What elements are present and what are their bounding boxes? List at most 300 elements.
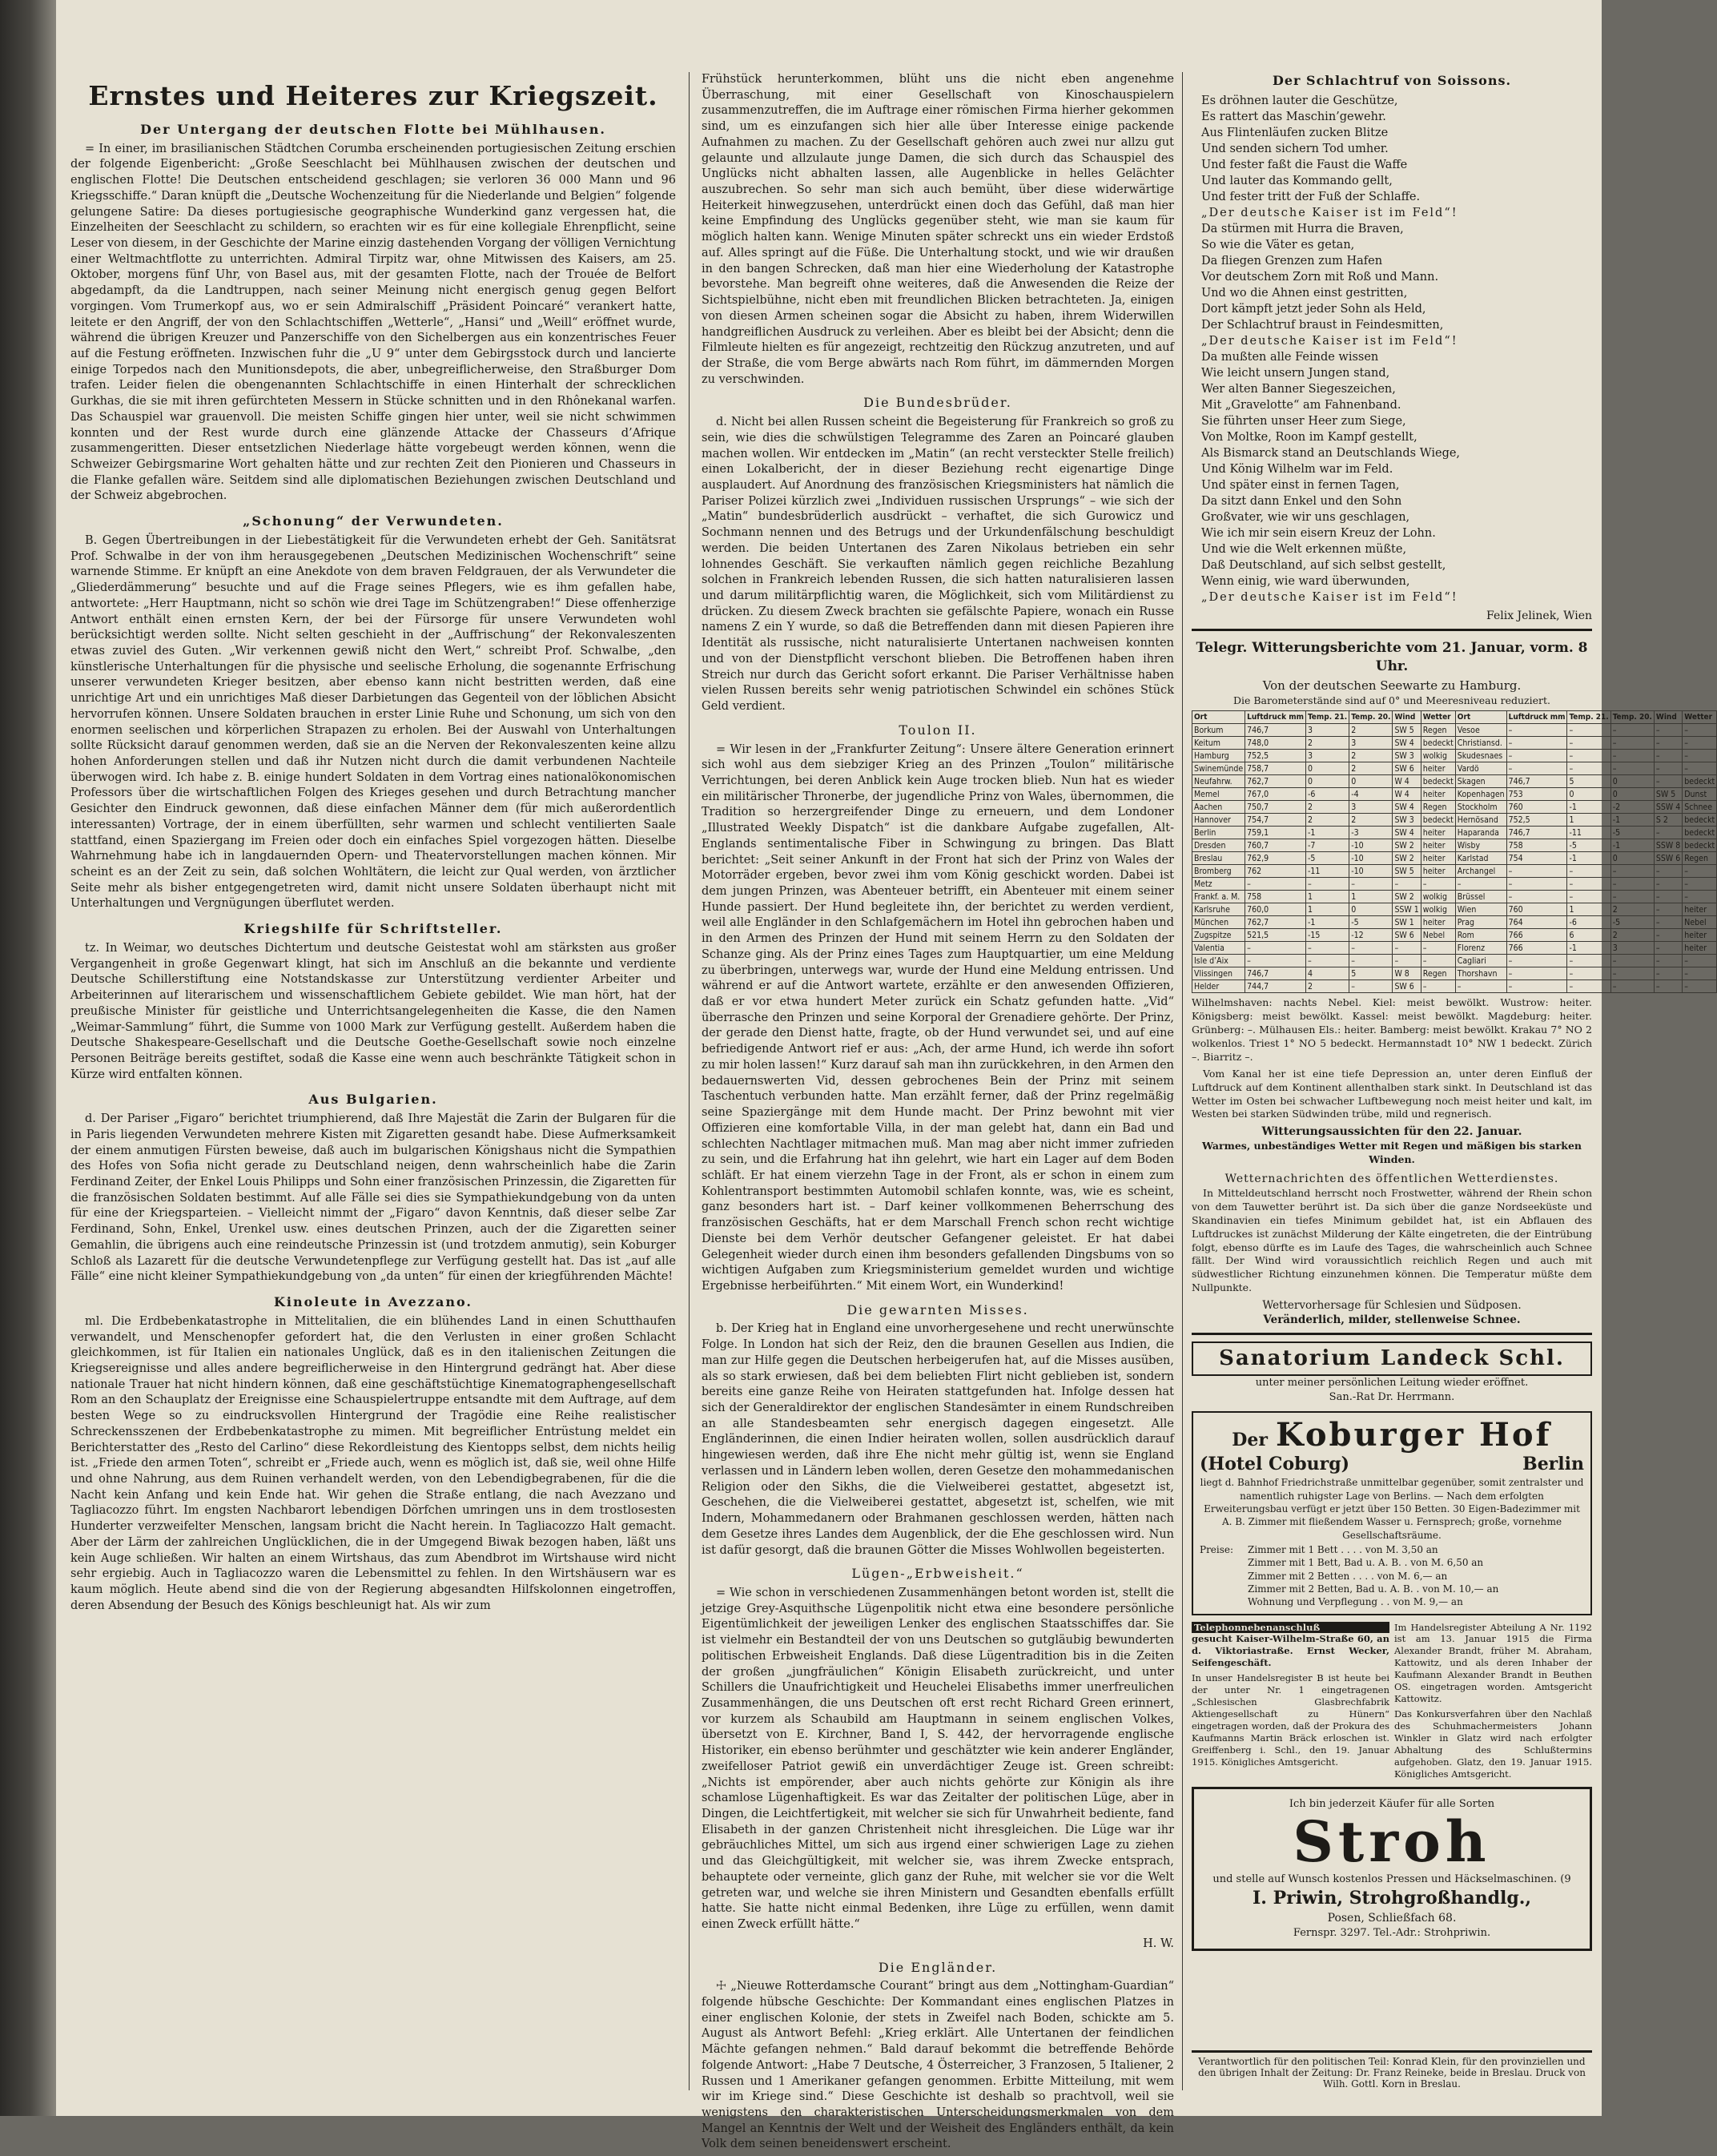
weather-table-cell: Borkum bbox=[1192, 724, 1245, 737]
weather-table-cell: 1 bbox=[1567, 903, 1610, 916]
weather-table-cell: – bbox=[1506, 762, 1567, 775]
article-heading: Der Untergang der deutschen Flotte bei Mühlhausen. bbox=[140, 121, 606, 137]
weather-table-cell: – bbox=[1654, 891, 1682, 903]
weather-table-cell: Karlsruhe bbox=[1192, 903, 1245, 916]
weather-table-cell: – bbox=[1610, 878, 1654, 891]
weather-table-cell: -1 bbox=[1610, 839, 1654, 852]
ad-koburger-text: liegt d. Bahnhof Friedrichstraße unmittelbar gegenüber, somit zentralster und namentlich ruhigster Lage von Berlins. — Nach dem erfolgten Erweiterungsbau verfügt er jetzt über 150 Betten. 30 Eigen-Badezimmer mit A. B. Zimmer mit fließendem Wasser u. Fernsprech; große, vornehme Gesellschaftsräume. bbox=[1200, 1477, 1584, 1541]
weather-table-cell: – bbox=[1654, 955, 1682, 967]
weather-table-cell: 754,7 bbox=[1245, 814, 1306, 827]
weather-table-cell: – bbox=[1506, 878, 1567, 891]
weather-table-cell: 759,1 bbox=[1245, 827, 1306, 839]
weather-table-cell: – bbox=[1567, 750, 1610, 762]
weather-table-cell: 754 bbox=[1506, 852, 1567, 865]
weather-table-cell: Vardö bbox=[1455, 762, 1506, 775]
weather-table-cell: 1 bbox=[1306, 891, 1349, 903]
column-2 bbox=[702, 72, 1174, 2156]
ad-stroh-name: I. Priwin, Strohgroßhandlg., bbox=[1252, 1888, 1532, 1909]
weather-table-cell: Metz bbox=[1192, 878, 1245, 891]
weather-table-cell: -10 bbox=[1349, 865, 1393, 878]
weather-table-cell: – bbox=[1610, 762, 1654, 775]
weather-table-cell: 748,0 bbox=[1245, 737, 1306, 750]
poem-author: Felix Jelinek, Wien bbox=[1192, 609, 1592, 631]
weather-table-cell: Florenz bbox=[1455, 942, 1506, 955]
weather-table-cell: Regen bbox=[1683, 852, 1717, 865]
weather-table-cell: 3 bbox=[1306, 750, 1349, 762]
weather-table-cell: – bbox=[1654, 827, 1682, 839]
weather-table-cell: – bbox=[1567, 724, 1610, 737]
weather-table-cell: – bbox=[1567, 955, 1610, 967]
weather-table-row bbox=[1192, 750, 1717, 762]
article-heading: Aus Bulgarien. bbox=[308, 1092, 438, 1108]
weather-table-cell: SW 2 bbox=[1393, 891, 1421, 903]
weather-table-cell: – bbox=[1245, 955, 1306, 967]
weather-table-header bbox=[1192, 711, 1717, 724]
weather-table-cell: SW 4 bbox=[1393, 737, 1421, 750]
ad-stroh bbox=[1192, 1787, 1592, 1951]
weather-table-cell: heiter bbox=[1421, 788, 1455, 801]
column-3 bbox=[1192, 72, 1715, 1951]
weather-table-cell: – bbox=[1610, 865, 1654, 878]
weather-table-cell: Vlissingen bbox=[1192, 967, 1245, 980]
weather-table-cell: Kopenhagen bbox=[1455, 788, 1506, 801]
article-text: d. Der Pariser „Figaro“ berichtet triumphierend, daß Ihre Majestät die Zarin der Bulgaren für die in Paris liegenden Verwundeten mehrere Kisten mit Zigaretten gesandt habe. Diese Aufmerksamkeit der einem anmutigen Fürsten beweise, daß auch im bulgarischen Königshaus nicht die Sympathien des Hofes von Sofia nicht gerade zu Deutschland neigen, denn wahrscheinlich habe die Zarin Ferdinand Zeiter, der Enkel Louis Philipps und Sohn einer französischen Prinzessin, die Zigaretten für die französischen Soldaten bestimmt. Auf alle Fälle sei dies sie Sympathiekundgebung von da unten für eine der Kriegsparteien. – Vielleicht nimmt der „Figaro“ davon Kenntnis, daß dieser selbe Zar Ferdinand, Sohn, Enkel, Urenkel usw. eines deutschen Prinzen, auch der die Zigaretten seiner Gemahlin, die übrigens auch eine reindeutsche Prinzessin ist (und trotzdem anmutig), sein Koburger Schloß als Lazarett für die deutsche Verwundetenpflege zur Verfügung gestellt hat. Das ist „auf alle Fälle“ eine nicht kleiner Sympathiekundgebung von „da unten“ für einen der kriegführenden Mächte! bbox=[70, 1112, 676, 1284]
poem-line: Großvater, wie wir uns geschlagen, bbox=[1201, 510, 1410, 524]
weather-table-cell: 2 bbox=[1610, 903, 1654, 916]
weather-table-cell: SW 4 bbox=[1393, 801, 1421, 814]
weather-table-cell: 766 bbox=[1506, 929, 1567, 942]
weather-table-cell: W 8 bbox=[1393, 967, 1421, 980]
article-text: b. Der Krieg hat in England eine unvorhergesehene und recht unerwünschte Folge. In London hat sich der Reiz, den die braunen Gesellen aus Indien, die man zur Hilfe gegen die Deutschen herbeigerufen hat, auf die Misses ausüben, als so stark erwiesen, daß bei dem beliebten Flirt nicht geblieben ist, sondern bereits eine ganze Reihe von Heiraten stattgefunden hat. Infolge dessen hat sich der Generaldirektor der englischen Standesämter in einem Rundschreiben an alle Standesbeamten sehr energisch dagegen eingesetzt. Alle Engländerinnen, die einen Indier heiraten wollen, sollen ausdrücklich darauf hingewiesen werden, daß ihre Ehe nicht mehr gültig ist, wenn sie England verlassen und in Ländern leben wollen, deren Gesetze den mohammedanischen Religion oder den Sikhs, die die Vielweiberei gestattet, abgesetzt ist, Geschehen, die die Vielweiberei gestattet, abgesetzt ist, schelfen, wie mit Indern, Mohammedanern oder Brahmanen geschlossen werden, hätten nach dem Gesetze ihres Landes dem Augenblick, der die Ehe geschlossen wird. Nun ist dafür gesorgt, daß die braunen Götter die Misses Wohlwollen begeisterten. bbox=[702, 1322, 1174, 1557]
book-binding bbox=[0, 0, 56, 2116]
weather-table-cell: -5 bbox=[1610, 827, 1654, 839]
weather-table-cell: – bbox=[1683, 762, 1717, 775]
weather-table-header-cell: Wind bbox=[1654, 711, 1682, 724]
ad-koburger-price-line: Zimmer mit 1 Bett, Bad u. A. B. . von M. 6,50 an bbox=[1248, 1557, 1484, 1569]
weather-table-cell: wolkig bbox=[1421, 750, 1455, 762]
weather-table-cell: 3 bbox=[1306, 724, 1349, 737]
poem-line: Aus Flintenläufen zucken Blitze bbox=[1201, 126, 1389, 139]
weather-table-cell: Hamburg bbox=[1192, 750, 1245, 762]
article-heading: „Schonung“ der Verwundeten. bbox=[243, 513, 504, 529]
weather-table-cell: 3 bbox=[1610, 942, 1654, 955]
weather-table-cell: Regen bbox=[1421, 967, 1455, 980]
weather-table-cell: heiter bbox=[1683, 903, 1717, 916]
weather-table-cell: Christiansd. bbox=[1455, 737, 1506, 750]
ad-koburger-sub: (Hotel Coburg) bbox=[1200, 1453, 1349, 1474]
weather-table-cell: W 4 bbox=[1393, 775, 1421, 788]
weather-table-cell: – bbox=[1610, 891, 1654, 903]
article-heading: Lügen-„Erbweisheit.“ bbox=[851, 1566, 1024, 1582]
forecast-text: Warmes, unbeständiges Wetter mit Regen und mäßigen bis starken Winden. bbox=[1201, 1140, 1582, 1166]
weather-table-cell: SW 5 bbox=[1393, 865, 1421, 878]
poem-line: Und lauter das Kommando gellt, bbox=[1201, 174, 1393, 187]
poem-line: Mit „Gravelotte“ am Fahnenband. bbox=[1201, 398, 1401, 412]
weather-table-cell: 746,7 bbox=[1506, 775, 1567, 788]
weather-table-cell: 0 bbox=[1610, 788, 1654, 801]
weather-table-cell: SW 5 bbox=[1393, 724, 1421, 737]
weather-table-cell: – bbox=[1245, 878, 1306, 891]
weather-table-cell: heiter bbox=[1421, 852, 1455, 865]
weather-table-row bbox=[1192, 724, 1717, 737]
poem-line: Und fester tritt der Fuß der Schlaffe. bbox=[1201, 190, 1421, 203]
poem-line: Da stürmen mit Hurra die Braven, bbox=[1201, 222, 1404, 235]
ad-sanatorium-sign: San.-Rat Dr. Herrmann. bbox=[1329, 1390, 1455, 1403]
weather-table-row bbox=[1192, 762, 1717, 775]
weather-table-row bbox=[1192, 903, 1717, 916]
poem-line: Wie leicht unsern Jungen stand, bbox=[1201, 366, 1390, 380]
weather-table-cell: Karlstad bbox=[1455, 852, 1506, 865]
weather-table-cell: 1 bbox=[1306, 903, 1349, 916]
weather-table-cell: -5 bbox=[1306, 852, 1349, 865]
weather-table-cell: – bbox=[1567, 878, 1610, 891]
weather-table-cell: SW 5 bbox=[1654, 788, 1682, 801]
vorhersage-title: Wettervorhersage für Schlesien und Südposen. bbox=[1262, 1299, 1522, 1313]
weather-table-cell: Swinemünde bbox=[1192, 762, 1245, 775]
article-text: ☩ „Nieuwe Rotterdamsche Courant“ bringt aus dem „Nottingham-Guardian“ folgende hübsche Geschichte: Der Kommandant eines englischen Platzes in einer englischen Kolonie, der stets in Zweifel nach Boden, schickte am 5. August als Antwort Befehl: „Krieg erklärt. Alle Untertanen der feindlichen Mächte gefangen nehmen.“ Bald darauf bekommt die betreffende Behörde folgende Antwort: „Habe 7 Deutsche, 4 Österreicher, 3 Franzosen, 5 Italiener, 2 Russen und 1 Amerikaner gefangen genommen. Erbitte Mitteilung, mit wem wir im Kriege sind.“ Diese Geschichte ist deshalb so prachtvoll, weil sie wenigstens den charakteristischen Unterscheidungsmerkmalen von dem Mangel an Kenntnis der Welt und der Weisheit des Engländers enthält, da kein Volk dem seinen beneidenswert erscheint. bbox=[702, 1980, 1174, 2151]
weather-table-cell: bedeckt bbox=[1421, 814, 1455, 827]
column-rule bbox=[1182, 72, 1183, 2090]
weather-table-cell: 767,0 bbox=[1245, 788, 1306, 801]
weather-table-row bbox=[1192, 891, 1717, 903]
weather-table-cell: SSW 6 bbox=[1654, 852, 1682, 865]
poem-line: Da fliegen Grenzen zum Hafen bbox=[1201, 254, 1383, 267]
weather-table-cell: – bbox=[1683, 980, 1717, 993]
weather-table-cell: Skagen bbox=[1455, 775, 1506, 788]
weather-subtitle: Von der deutschen Seewarte zu Hamburg. bbox=[1262, 678, 1522, 693]
weather-table-cell: – bbox=[1610, 955, 1654, 967]
weather-table-cell: – bbox=[1306, 955, 1349, 967]
weather-table-cell: 753 bbox=[1506, 788, 1567, 801]
weather-table-cell: Isle d’Aix bbox=[1192, 955, 1245, 967]
weather-table-cell: -10 bbox=[1349, 852, 1393, 865]
weather-table-header-cell: Ort bbox=[1192, 711, 1245, 724]
article-text: = Wie schon in verschiedenen Zusammenhängen betont worden ist, stellt die jetzige Grey-Asquithsche Lügenpolitik nicht etwa eine besondere persönliche Eigentümlichkeit der jeweiligen Lenker des englischen Staatsschiffes dar. Sie ist vielmehr ein Bestandteil der von uns Deutschen so gutgläubig bewunderten politischen Erbweisheit Englands. Daß diese Lügentradition bis in die Zeiten der großen „jungfräulichen“ Königin Elisabeth zurückreicht, und unter Schillers die Unaufrichtigkeit und Heuchelei Elisabeths immer unerfreulichen Zusammenhängen, die uns Deutschen oft erst recht Richard Green erinnert, vor kurzem als Schaubild am Hauptmann in seinem englischen Volkes, übersetzt von E. Kirchner, Band I, S. 442, der hervorragende englische Historiker, ein ebenso berühmter und geschätzter wie kein anderer Engländer, zweifelloser Patriot gewiß ein unverdächtiger Zeuge ist. Green schreibt: „Nichts ist empörender, aber auch nichts gehörte zur Königin als ihre schamlose Lügenhaftigkeit. Es war das Zeitalter der politischen Lüge, aber in Dingen, die Leichtfertigkeit, mit welcher sie sich für Unwahrheit bediente, fand Elisabeth in der ganzen Christenheit nicht ihresgleichen. Die Lüge war ihr gebräuchliches Mittel, um sich aus irgend einer schwierigen Lage zu ziehen und das Gleichgültigkeit, mit welcher sie, was ihrem Zwecke entsprach, behauptete oder verneinte, glich ganz der Ruhe, mit welcher sie vor die Welt getreten war, und welche sie ihren Ministern und Gesandten ebenfalls erfüllt hatte. Sie hatte nicht einmal Bedenken, ihre Lüge zu erfüllen, wenn damit einen Zweck erfüllt hätte.“ bbox=[702, 1586, 1174, 1932]
poem-line: Und fester faßt die Faust die Waffe bbox=[1201, 158, 1408, 171]
weather-table-cell: -1 bbox=[1306, 827, 1349, 839]
weather-table-cell: 5 bbox=[1349, 967, 1393, 980]
weather-table-header-cell: Wetter bbox=[1683, 711, 1717, 724]
weather-table-cell: 762,7 bbox=[1245, 775, 1306, 788]
weather-table-cell: -11 bbox=[1567, 827, 1610, 839]
weather-table-cell: 2 bbox=[1306, 801, 1349, 814]
poem-line: Und wo die Ahnen einst gestritten, bbox=[1201, 286, 1408, 300]
section-masthead: Ernstes und Heiteres zur Kriegszeit. bbox=[88, 80, 658, 111]
poem-line: Wie ich mir sein eisern Kreuz der Lohn. bbox=[1201, 526, 1436, 540]
weather-table-header-cell: Temp. 21. bbox=[1306, 711, 1349, 724]
weather-table-row bbox=[1192, 775, 1717, 788]
ad-telephone-text: gesucht Kaiser-Wilhelm-Straße 60, an d. Viktoriastraße. Ernst Wecker, Seifengeschäft. bbox=[1192, 1633, 1389, 1669]
weather-table-cell: 746,7 bbox=[1245, 967, 1306, 980]
weather-table-cell: – bbox=[1610, 724, 1654, 737]
poem-line: „Der deutsche Kaiser ist im Feld“! bbox=[1201, 334, 1458, 348]
weather-table-cell: – bbox=[1349, 878, 1393, 891]
poem-line: Dort kämpft jetzt jeder Sohn als Held, bbox=[1201, 302, 1426, 316]
register-notice: In unser Handelsregister B ist heute bei der unter Nr. 1 eingetragenen „Schlesischen Glasbrechfabrik Aktiengesellschaft zu Hünern“ eingetragen worden, daß der Prokura des Kaufmanns Martin Bräck erloschen ist. Greiffenberg i. Schl., den 19. Januar 1915. Königliches Amtsgericht. bbox=[1192, 1672, 1389, 1768]
weather-table-cell: 760 bbox=[1506, 903, 1567, 916]
weather-table-cell: Bromberg bbox=[1192, 865, 1245, 878]
weather-table-cell: – bbox=[1683, 865, 1717, 878]
weather-table-cell: – bbox=[1654, 929, 1682, 942]
weather-table-cell: Thorshavn bbox=[1455, 967, 1506, 980]
weather-table-cell: -1 bbox=[1567, 852, 1610, 865]
poem-line: Wer alten Banner Siegeszeichen, bbox=[1201, 382, 1396, 396]
column-rule bbox=[689, 72, 690, 2090]
weather-table-cell: – bbox=[1654, 878, 1682, 891]
weather-table-header-cell: Temp. 21. bbox=[1567, 711, 1610, 724]
weather-table-cell: – bbox=[1393, 878, 1421, 891]
weather-table-cell: bedeckt bbox=[1683, 839, 1717, 852]
weather-table-row bbox=[1192, 814, 1717, 827]
weather-table-cell: Skudesnaes bbox=[1455, 750, 1506, 762]
weather-table-header-cell: Temp. 20. bbox=[1610, 711, 1654, 724]
article-text: = Wir lesen in der „Frankfurter Zeitung“: Unsere ältere Generation erinnert sich wohl aus dem siebziger Krieg an des Prinzen „Toulon“ militärische Verrichtungen, bei deren Anblick kein Auge trocken blieb. Nun hat es wieder ein militärischer Thronerbe, der jugendliche Prinz von Wales, übernommen, die Tradition so herzergreifender Dinge zu erneuern, und dem Londoner „Illustrated Weekly Dispatch“ ist die dankbare Aufgabe zugefallen, Alt-Englands sentimentalische Fiber in Schwingung zu bringen. Das Blatt berichtet: „Seit seiner Ankunft in der Front hat sich der Prinz von Wales der Motorräder ergeben, bevor zwei ihm vom König geschickt worden. Dabei ist dem jungen Prinzen, was Abenteuer betrifft, ein Abenteuer mit einem seiner Hunde passiert. Der Hund begleitete ihn, der berichtet zu werden verdient, weil alle Engländer in den Schlafgemächern im Hotel ihn gebrochen haben und in den Armen des Prinzen der Hund mit seinem Herrn zu den Soldaten der Schanze ging. Als der Prinz eines Tages zum Hauptquartier, um eine Meldung zu überbringen, unterwegs war, wurde der Hund eine Meldung entrissen. Und während er auf die Antwort wartete, erzählte er den anwesenden Offizieren, daß er vor etwa hundert Meter zurück ein Schatz gefunden hatte. „Vid“ überrasche den Prinzen und seine Korporal der Grenadiere gehörte. Der Prinz, der gerade den Dienst hatte, fragte, ob der Hund verwundet sei, und auf eine befriedigende Antwort rief er aus: „Ach, der arme Hund, ich werde ihn sofort zu mir holen lassen!“ Kurz darauf sah man ihn zurückkehren, in den Armen den bedauernswerten Vid, dessen gebrochenes Bein der Prinz mit seinem Taschentuch verbunden hatte. Man erzählt ferner, daß der Prinz regelmäßig seine Spaziergänge mit dem Hunde macht. Der Prinz bewohnt mit vier Offizieren eine komfortable Villa, in der man gelebt hat, dann ein Bad und schlechten Nachtlager mitmachen muß. Man mag aber nicht immer zufrieden zu sein, und die Erfahrung hat ihn gelehrt, wie hart ein Lager auf dem Boden schläft. Er hat einem vierzehn Tage in der Front, als er schon in einem zum Kohlentransport bestimmten Automobil schlafen konnte, was, wie es scheint, ganz besonders hart ist. – Darf keiner vollkommenen Beherrschung des französischen Geschäfts, hat er dem Marschall French schon recht wichtige Dienste bei dem Verhör deutscher Gefangener geleistet. Er hat dabei Gelegenheit wieder durch einen ihm besonders gefallenden Dingsbums von so wichtigen Aufgaben zum Kriegsministerium gemeldet wurden und wichtige Ergebnisse herbeiführten.“ Mit einem Wort, ein Wunderkind! bbox=[702, 742, 1174, 1293]
weather-table-cell: -1 bbox=[1567, 801, 1610, 814]
weather-table-cell: 0 bbox=[1610, 775, 1654, 788]
poem-line: Der Schlachtruf braust in Feindesmitten, bbox=[1201, 318, 1444, 332]
news-text: In Mitteldeutschland herrscht noch Frostwetter, während der Rhein schon von dem Tauwetter berührt ist. Da sich über die ganze Nordseeküste und Skandinavien ein tiefes Minimum gebildet hat, ist ein Abflauen des Luftdruckes ist zunächst Milderung der Kälte eingetreten, die der Eintrübung folgt, ebenso dürfte es im Laufe des Tages, die wahrscheinlich auch Schnee fällt. Der Wind wird voraussichtlich reichlich Regen und auch mit südwestlicher Richtung einzunehmen können. Die Temperatur müßte dem Nullpunkte. bbox=[1192, 1187, 1592, 1294]
weather-table-cell: 0 bbox=[1306, 762, 1349, 775]
weather-table-cell: 0 bbox=[1306, 775, 1349, 788]
weather-table-cell: heiter bbox=[1421, 762, 1455, 775]
poem-line: Von Moltke, Roon im Kampf gestellt, bbox=[1201, 430, 1417, 444]
article-text: Frühstück herunterkommen, blüht uns die nicht eben angenehme Überraschung, mit einer Gesellschaft von Kinoschauspielern zusammenzutreffen, die im Auftrage einer römischen Firma hierher gekommen sind, um es einzufangen sich hier alle über Interesse einige packende Aufnahmen zu machen. Zu der Gesellschaft gehören auch zwei nur allzu gut gelaunte und allzulaute junge Damen, die sich durch das Schauspiel des Unglücks nicht abhalten lassen, alle Augenblicke in helles Gelächter auszubrechen. So sehr man sich auch bemüht, über diese widerwärtige Heiterkeit hinwegzusehen, unterdrückt einen doch das Gefühl, daß man hier keine Empfindung des Unglücks gegenüber steht, wie man sie kaum für möglich halten kann. Wenige Minuten später schreckt uns ein wieder Erdstoß auf. Alles springt auf die Füße. Die Unterhaltung stockt, und wie wir draußen in den bangen Schrecken, daß man hier eine Wiederholung der Katastrophe bevorstehe. Man begreift ohne weiteres, daß die Anwesenden die Reize der Sichtspielbühne, nicht eben mit freundlichen Blicken betrachteten. Ja, einigen von diesen Armen scheinen sogar die Absicht zu haben, ihrem Widerwillen handgreiflichen Ausdruck zu verleihen. Aber es bleibt bei der Absicht; denn die Filmleute hielten es für angezeigt, rechtzeitig den Rückzug anzutreten, und auf der Straße, die vom Berge abwärts nach Rom führt, im dämmernden Morgen zu verschwinden. bbox=[702, 73, 1174, 386]
weather-table-header-cell: Temp. 20. bbox=[1349, 711, 1393, 724]
weather-table-cell: 758 bbox=[1245, 891, 1306, 903]
weather-table-cell: -6 bbox=[1567, 916, 1610, 929]
weather-table-cell: – bbox=[1306, 942, 1349, 955]
weather-table-cell: 2 bbox=[1349, 750, 1393, 762]
poem-line: Als Bismarck stand an Deutschlands Wiege, bbox=[1201, 446, 1461, 460]
weather-table-cell: – bbox=[1455, 980, 1506, 993]
weather-table-cell: – bbox=[1654, 980, 1682, 993]
weather-table-cell: SSW 1 bbox=[1393, 903, 1421, 916]
poem-line: Und später einst in fernen Tagen, bbox=[1201, 478, 1400, 492]
weather-note: Die Barometerstände sind auf 0° und Meeresniveau reduziert. bbox=[1232, 694, 1551, 707]
imprint-footer: Verantwortlich für den politischen Teil: Konrad Klein, für den provinziellen und den übrigen Inhalt der Zeitung: Dr. Franz Reineke, beide in Breslau. Druck von Wilh. Gottl. Korn in Breslau. bbox=[1192, 2050, 1592, 2090]
ad-sanatorium bbox=[1192, 1341, 1592, 1405]
weather-table-cell: SW 4 bbox=[1393, 827, 1421, 839]
weather-table-cell: – bbox=[1567, 737, 1610, 750]
weather-table-cell: – bbox=[1393, 955, 1421, 967]
ad-stroh-title: Stroh bbox=[1293, 1808, 1491, 1876]
weather-table-cell: -12 bbox=[1349, 929, 1393, 942]
weather-table-cell: 2 bbox=[1349, 724, 1393, 737]
weather-table-cell: -11 bbox=[1306, 865, 1349, 878]
poem-line: „Der deutsche Kaiser ist im Feld“! bbox=[1201, 206, 1458, 219]
register-notice: Das Konkursverfahren über den Nachlaß des Schuhmachermeisters Johann Winkler in Glatz wird nach erfolgter Abhaltung des Schlußtermins aufgehoben. Glatz, den 19. Januar 1915. Königliches Amtsgericht. bbox=[1394, 1708, 1592, 1780]
weather-table-cell: -6 bbox=[1306, 788, 1349, 801]
poem-line: Daß Deutschland, auf sich selbst gestellt, bbox=[1201, 558, 1446, 572]
weather-table-cell: Brüssel bbox=[1455, 891, 1506, 903]
weather-table-cell: – bbox=[1506, 865, 1567, 878]
weather-table-cell: SW 6 bbox=[1393, 980, 1421, 993]
notices-block bbox=[1192, 1622, 1592, 1780]
weather-table-cell: – bbox=[1610, 750, 1654, 762]
weather-table-row bbox=[1192, 737, 1717, 750]
article-heading: Die gewarnten Misses. bbox=[846, 1301, 1029, 1317]
weather-table-cell: – bbox=[1654, 967, 1682, 980]
weather-table-cell: -3 bbox=[1349, 827, 1393, 839]
ad-koburger-price-line: Zimmer mit 2 Betten, Bad u. A. B. . von M. 10,— an bbox=[1248, 1583, 1499, 1595]
weather-table-cell: Hannover bbox=[1192, 814, 1245, 827]
weather-table-cell: 752,5 bbox=[1245, 750, 1306, 762]
weather-table-cell: 0 bbox=[1349, 775, 1393, 788]
weather-table-cell: – bbox=[1421, 878, 1455, 891]
weather-table-cell: Nebel bbox=[1683, 916, 1717, 929]
weather-table-row bbox=[1192, 839, 1717, 852]
weather-table-cell: – bbox=[1683, 955, 1717, 967]
weather-table-cell: wolkig bbox=[1421, 891, 1455, 903]
article-heading: Die Engländer. bbox=[878, 1959, 998, 1975]
poem-line: Und König Wilhelm war im Feld. bbox=[1201, 462, 1393, 476]
poem-line: Sie führten unser Heer zum Siege, bbox=[1201, 414, 1406, 428]
weather-table-cell: heiter bbox=[1683, 942, 1717, 955]
article-heading: Die Bundesbrüder. bbox=[863, 395, 1012, 411]
weather-table-cell: 766 bbox=[1506, 942, 1567, 955]
poem-line: Es dröhnen lauter die Geschütze, bbox=[1201, 94, 1398, 107]
weather-table-cell: Frankf. a. M. bbox=[1192, 891, 1245, 903]
weather-table-cell: – bbox=[1567, 891, 1610, 903]
ad-sanatorium-title: Sanatorium Landeck Schl. bbox=[1192, 1341, 1592, 1376]
weather-table-cell: – bbox=[1654, 942, 1682, 955]
weather-table-cell: -15 bbox=[1306, 929, 1349, 942]
weather-table-cell: – bbox=[1683, 878, 1717, 891]
ad-koburger-price-line: Zimmer mit 1 Bett . . . . von M. 3,50 an bbox=[1248, 1543, 1438, 1555]
article-heading: Toulon II. bbox=[899, 722, 977, 738]
weather-table-cell: 758 bbox=[1506, 839, 1567, 852]
newspaper-page bbox=[56, 0, 1715, 2151]
weather-table-cell: 2 bbox=[1306, 980, 1349, 993]
weather-table-header-cell: Ort bbox=[1455, 711, 1506, 724]
poem-line: Und senden sichern Tod umher. bbox=[1201, 142, 1389, 155]
weather-table-cell: Helder bbox=[1192, 980, 1245, 993]
article-text: B. Gegen Übertreibungen in der Liebestätigkeit für die Verwundeten erhebt der Geh. Sanitätsrat Prof. Schwalbe in der von ihm herausgegebenen „Deutschen Medizinischen Wochenschrift“ seine warnende Stimme. Er knüpft an eine Anekdote von dem braven Feldgrauen, der als Verwundeter die „Gliederdämmerung“ besuchte und auf die Frage seines Pflegers, wie es ihm gefallen habe, antwortete: „Herr Hauptmann, nicht so schön wie drei Tage im Schützengraben!“ Diese offenherzige Antwort enthält einen ernsten Kern, der bei der Fürsorge für unsere Verwundeten wohl berücksichtigt werden sollte. Nicht selten geschieht in der „Auffrischung“ der Rekonvaleszenten etwas zuviel des Guten. „Wir verkennen gewiß nicht den Wert,“ schreibt Prof. Schwalbe, „den künstlerische Unterhaltungen für die physische und seelische Erholung, die sogenannte Erfrischung unserer verwundeten Krieger besitzen, aber ebenso kann nicht bestritten werden, daß eine unrichtige Art und ein unrichtiges Maß dieser Darbietungen das Gegenteil von der löblichen Absicht hervorrufen können. Unsere Soldaten brauchen in erster Linie Ruhe und Schonung, um sich von den enormen seelischen und körperlichen Strapazen zu erholen. Bei der Auswahl von Unterhaltungen sollte Rücksicht darauf genommen werden, daß sie an die Nerven der Rekonvaleszenten keine allzu hohen Anforderungen stellen und daß ihr Nutzen nicht durch die damit verbundenen Nachteile überwogen wird. Ich habe z. B. einige hundert Soldaten in dem Vortrag eines nationalökonomischen Professors über die wirtschaftlichen Folgen des Krieges gesehen und durch Betrachtung mancher Gesichter den Eindruck gewonnen, daß diese einfachen Männer dem (für mich außerordentlich interessanten) Vortrage, der in einem überfüllten, sehr warmen und schlecht ventilierten Saale stattfand, einen Spaziergang im Freien oder doch ein einfaches Spiel vorgezogen hätten. Dieselbe Wahrnehmung habe ich in langdauernden Opern- und Theatervorstellungen machen können. Mir scheint es an der Zeit zu sein, daß solchen Wohltätern, die leicht zur Qual werden, von ärztlicher Seite mehr als bisher entgegengetreten wird, damit nicht unsere Soldaten überhaupt nicht mit Unterhaltungen und Vergnügungen überflutet werden. bbox=[70, 533, 676, 911]
weather-table-cell: 746,7 bbox=[1245, 724, 1306, 737]
weather-table-cell: Vesoe bbox=[1455, 724, 1506, 737]
weather-table-cell: Prag bbox=[1455, 916, 1506, 929]
weather-table-cell: Regen bbox=[1421, 801, 1455, 814]
weather-table-cell: Dunst bbox=[1683, 788, 1717, 801]
weather-table-cell: -7 bbox=[1306, 839, 1349, 852]
weather-table-cell: Wisby bbox=[1455, 839, 1506, 852]
weather-table-cell: 1 bbox=[1567, 814, 1610, 827]
weather-table-cell: 0 bbox=[1349, 903, 1393, 916]
weather-notes: Wilhelmshaven: nachts Nebel. Kiel: meist bewölkt. Wustrow: heiter. Königsberg: meist bewölkt. Kassel: meist bewölkt. Magdeburg: heiter. Grünberg: –. Mülhausen Els.: heiter. Bamberg: meist bewölkt. Krakau 7° NO 2 wolkenlos. Triest 1° NO 5 bedeckt. Hermannstadt 10° NW 1 bedeckt. Zürich –. Biarritz –. bbox=[1192, 996, 1592, 1063]
weather-table-row bbox=[1192, 852, 1717, 865]
weather-table-cell: 2 bbox=[1306, 737, 1349, 750]
weather-table-cell: – bbox=[1567, 865, 1610, 878]
weather-table-cell: 760,7 bbox=[1245, 839, 1306, 852]
ad-stroh-address: Posen, Schließfach 68. bbox=[1327, 1911, 1457, 1925]
poem-line: Da mußten alle Feinde wissen bbox=[1201, 350, 1379, 364]
weather-table-cell: -1 bbox=[1306, 916, 1349, 929]
weather-table-cell: – bbox=[1349, 942, 1393, 955]
ad-sanatorium-text: unter meiner persönlichen Leitung wieder eröffnet. bbox=[1255, 1377, 1529, 1390]
ad-telephone-title: Telephonnebenanschluß bbox=[1192, 1622, 1389, 1634]
weather-table-row bbox=[1192, 788, 1717, 801]
weather-table-cell: -1 bbox=[1610, 814, 1654, 827]
weather-table-cell: -5 bbox=[1610, 916, 1654, 929]
ad-stroh-text: und stelle auf Wunsch kostenlos Pressen und Häckselmaschinen. (9 bbox=[1212, 1873, 1571, 1886]
weather-table-cell: Haparanda bbox=[1455, 827, 1506, 839]
weather-table-cell: – bbox=[1245, 942, 1306, 955]
weather-table-cell: SSW 4 bbox=[1654, 801, 1682, 814]
weather-table-cell: – bbox=[1421, 955, 1455, 967]
weather-table-header-cell: Luftdruck mm bbox=[1245, 711, 1306, 724]
weather-table-cell: – bbox=[1421, 942, 1455, 955]
weather-table-cell: Regen bbox=[1421, 724, 1455, 737]
weather-table-cell: – bbox=[1506, 750, 1567, 762]
weather-table-header-cell: Wetter bbox=[1421, 711, 1455, 724]
weather-table-cell: SW 6 bbox=[1393, 929, 1421, 942]
vorhersage-text: Veränderlich, milder, stellenweise Schnee. bbox=[1192, 1313, 1592, 1334]
weather-table-cell: 760,0 bbox=[1245, 903, 1306, 916]
weather-table-cell: Nebel bbox=[1421, 929, 1455, 942]
weather-table-cell: S 2 bbox=[1654, 814, 1682, 827]
weather-table-cell: 750,7 bbox=[1245, 801, 1306, 814]
ad-koburger-hof bbox=[1192, 1411, 1592, 1615]
weather-table-cell: SW 3 bbox=[1393, 750, 1421, 762]
weather-table-row bbox=[1192, 916, 1717, 929]
weather-table-cell: -10 bbox=[1349, 839, 1393, 852]
weather-table-cell: – bbox=[1683, 891, 1717, 903]
weather-table-cell: 4 bbox=[1306, 967, 1349, 980]
weather-table-cell: 762,7 bbox=[1245, 916, 1306, 929]
weather-title: Telegr. Witterungsberichte vom 21. Januar, vorm. 8 Uhr. bbox=[1196, 639, 1588, 674]
weather-table-cell: – bbox=[1567, 980, 1610, 993]
ad-stroh-top: Ich bin jederzeit Käufer für alle Sorten bbox=[1289, 1797, 1495, 1810]
article-signature: H. W. bbox=[1143, 1937, 1174, 1950]
weather-table-cell: – bbox=[1654, 762, 1682, 775]
weather-table-cell: 2 bbox=[1306, 814, 1349, 827]
weather-table-cell: Hernösand bbox=[1455, 814, 1506, 827]
poem bbox=[1192, 93, 1592, 605]
weather-table-cell: Wien bbox=[1455, 903, 1506, 916]
ad-koburger-price-line: Zimmer mit 2 Betten . . . . von M. 6,— an bbox=[1248, 1570, 1448, 1582]
ad-stroh-telephone: Fernspr. 3297. Tel.-Adr.: Strohpriwin. bbox=[1293, 1927, 1491, 1939]
news-title: Wetternachrichten des öffentlichen Wetterdienstes. bbox=[1224, 1173, 1559, 1186]
weather-table-cell: W 4 bbox=[1393, 788, 1421, 801]
weather-table-cell: 6 bbox=[1567, 929, 1610, 942]
weather-table-cell: – bbox=[1683, 967, 1717, 980]
weather-table-cell: heiter bbox=[1421, 839, 1455, 852]
weather-table-cell: heiter bbox=[1421, 916, 1455, 929]
weather-table-cell: bedeckt bbox=[1683, 814, 1717, 827]
weather-table-cell: heiter bbox=[1421, 827, 1455, 839]
weather-table-cell: – bbox=[1455, 878, 1506, 891]
weather-table-cell: 744,7 bbox=[1245, 980, 1306, 993]
weather-table-cell: Archangel bbox=[1455, 865, 1506, 878]
weather-table-cell: -2 bbox=[1610, 801, 1654, 814]
article-text: ml. Die Erdbebenkatastrophe in Mittelitalien, die ein blühendes Land in einen Schutthaufen verwandelt, und Menschenopfer gefordert hat, die den Verlusten in einer großen Schlacht gleichkommen, ist für Italien ein nationales Unglück, daß es in den italienischen Zeitungen die Kriegsereignisse und alles andere begreiflicherweise in den Hintergrund gedrängt hat. Aber diese nationale Trauer hat nicht hindern können, daß eine geschäftstüchtige Kinematographengesellschaft Rom an den Schauplatz der Ereignisse eine Schauspielertruppe entsandte mit dem Auftrage, auf dem besten Wege so zu eindrucksvollen Hintergrund der Tragödie eine Reihe realistischer Schreckensszenen der Erdbebenkatastrophe zu mimen. Mit begreiflicher Entrüstung meldet ein Berichterstatter des „Resto del Carlino“ diese Rekordleistung des Kientopps selbst, dem nichts heilig ist. „Friede den armen Toten“, schreibt er „Friede auch, wenn es möglich ist, daß sie, weil ohne Hilfe und ohne Nahrung, aus dem Ruinen verhandelt werden, von den Lebendigbegrabenen, für die die Nacht kein Anfang und kein Ende hat. Wir gehen die Straße entlang, die nach Avezzano und Tagliacozzo führt. Im engsten Nachbarort lebendigen Dörfchen umringen uns in dem trostlosesten Hunderter verzweifelter Menschen, langsam bricht die Nacht herein. In Tagliacozzo Halt gemacht. Aber der Lärm der zahlreichen Unglücklichen, die in der Umgegend Biwak bezogen haben, läßt uns kein Auge schließen. Wir halten an einem Wirtshaus, das zum Abendbrot im Wirtshause wird nicht sehr ergiebig. Auch in Tagliacozzo waren die Lebensmittel zu fehlen. In den Wirtshäusern war es kaum möglich. Heute abend sind die von der Regierung abgesandten Hilfskolonnen eingetroffen, deren Absendung der Besuch des Königs beschleunigt hat. Als wir zum bbox=[70, 1314, 676, 1612]
ad-koburger-title: Koburger Hof bbox=[1275, 1415, 1552, 1454]
weather-table-cell: – bbox=[1421, 980, 1455, 993]
weather-table-row bbox=[1192, 865, 1717, 878]
weather-table-cell: bedeckt bbox=[1683, 775, 1717, 788]
weather-table-cell: – bbox=[1654, 865, 1682, 878]
weather-table-row bbox=[1192, 929, 1717, 942]
weather-table-cell: – bbox=[1654, 750, 1682, 762]
weather-table-cell: Breslau bbox=[1192, 852, 1245, 865]
weather-table-cell: Keitum bbox=[1192, 737, 1245, 750]
article-heading: Kinoleute in Avezzano. bbox=[274, 1294, 472, 1310]
weather-table-cell: Aachen bbox=[1192, 801, 1245, 814]
weather-table-cell: Memel bbox=[1192, 788, 1245, 801]
weather-table-cell: wolkig bbox=[1421, 903, 1455, 916]
article-heading: Kriegshilfe für Schriftsteller. bbox=[243, 921, 503, 937]
weather-table-cell: – bbox=[1610, 737, 1654, 750]
